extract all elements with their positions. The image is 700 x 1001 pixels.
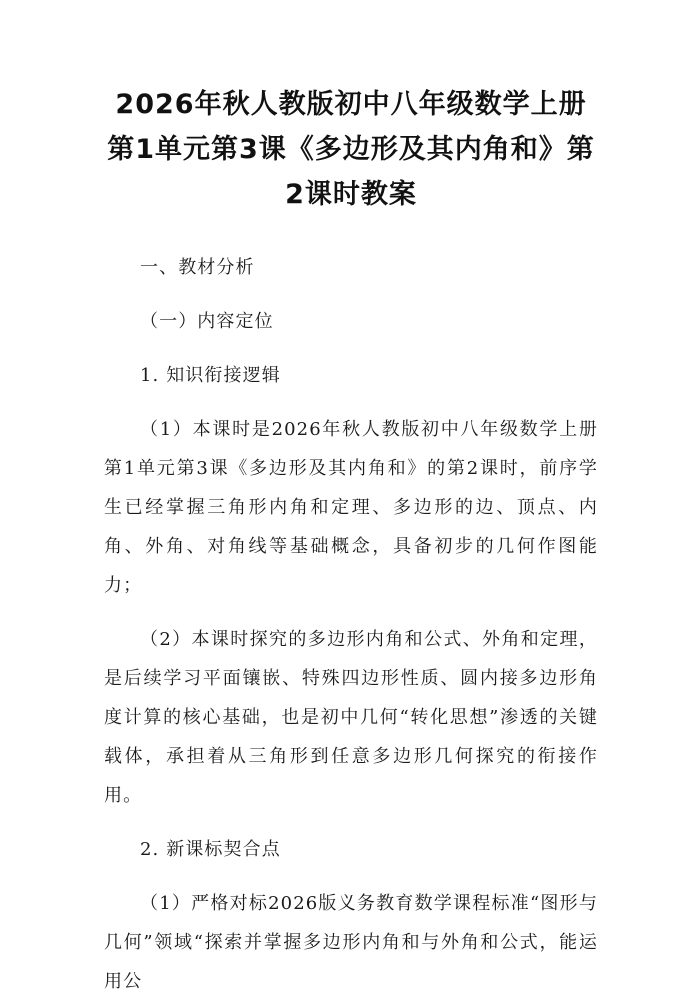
item-heading-knowledge-connection: 1. 知识衔接逻辑 xyxy=(140,365,281,386)
document-title: 2026年秋人教版初中八年级数学上册第1单元第3课《多边形及其内角和》第2课时教案 xyxy=(107,89,595,210)
section-heading-teaching-material-analysis: 一、教材分析 xyxy=(140,257,255,278)
paragraph-1: （1）本课时是2026年秋人教版初中八年级数学上册第1单元第3课《多边形及其内角和》的第2课时，前序学生已经掌握三角形内角和定理、多边形的边、顶点、内角、外角、对角线等基础概念，具备初步的几何作图能力； xyxy=(104,419,598,596)
paragraph-3: （1）严格对标2026版义务教育数学课程标准“图形与几何”领域“探索并掌握多边形内角和与外角和公式，能运用公 xyxy=(104,893,598,992)
item-heading-curriculum-alignment: 2. 新课标契合点 xyxy=(140,839,281,860)
document-body xyxy=(104,248,598,1001)
subsection-heading-content-positioning: （一）内容定位 xyxy=(140,311,274,332)
paragraph-2: （2）本课时探究的多边形内角和公式、外角和定理，是后续学习平面镶嵌、特殊四边形性质、圆内接多边形角度计算的核心基础，也是初中几何“转化思想”渗透的关键载体，承担着从三角形到任意多边形几何探究的衔接作用。 xyxy=(104,629,598,806)
